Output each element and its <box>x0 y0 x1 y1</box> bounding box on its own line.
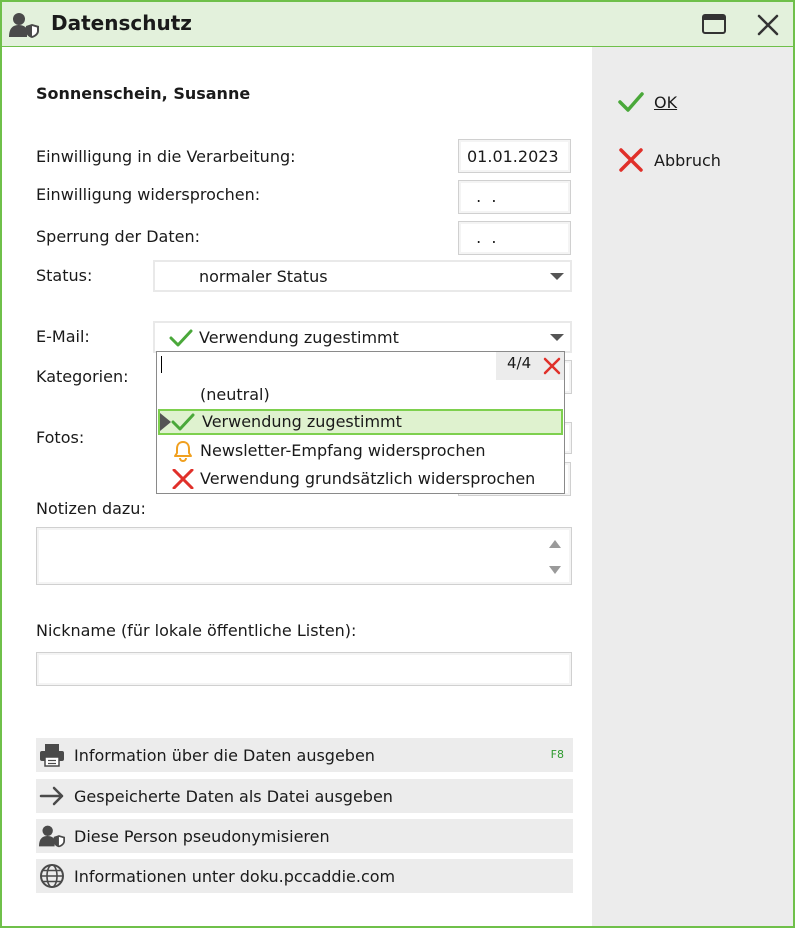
clear-x-icon[interactable] <box>543 357 561 375</box>
globe-icon <box>39 863 65 889</box>
dropdown-item-label: Newsletter-Empfang widersprochen <box>200 441 486 460</box>
block-date-field[interactable] <box>458 221 571 255</box>
notes-textarea[interactable] <box>36 527 572 585</box>
consent-label: Einwilligung in die Verarbeitung: <box>36 147 296 166</box>
status-select[interactable] <box>153 260 572 292</box>
printer-icon <box>39 742 65 768</box>
action-label: Gespeicherte Daten als Datei ausgeben <box>74 786 393 806</box>
dropdown-counter-box <box>496 352 564 380</box>
photos-label: Fotos: <box>36 428 85 447</box>
arrow-right-icon <box>39 783 65 809</box>
status-label: Status: <box>36 266 93 285</box>
dropdown-counter: 4/4 <box>507 354 532 372</box>
title-bar <box>2 2 793 47</box>
ok-button[interactable] <box>618 87 768 117</box>
check-icon <box>618 91 644 113</box>
window-title: Datenschutz <box>51 11 192 35</box>
ok-label: OK <box>654 92 678 112</box>
scroll-down-icon[interactable] <box>549 566 561 574</box>
dropdown-item-newsletter-objected[interactable] <box>157 438 564 464</box>
status-value: normaler Status <box>199 267 328 286</box>
action-pseudonymize[interactable] <box>36 819 573 853</box>
block-label: Sperrung der Daten: <box>36 227 200 246</box>
dropdown-item-neutral[interactable] <box>157 382 564 408</box>
consent-date-field[interactable] <box>458 139 571 173</box>
action-label: Informationen unter doku.pccaddie.com <box>74 866 396 886</box>
email-value: Verwendung zugestimmt <box>199 328 399 347</box>
dropdown-item-label: (neutral) <box>200 385 270 404</box>
close-icon[interactable] <box>756 13 780 37</box>
categories-label: Kategorien: <box>36 367 129 386</box>
action-docs-link[interactable] <box>36 859 573 893</box>
action-export-file[interactable] <box>36 779 573 813</box>
objection-label: Einwilligung widersprochen: <box>36 185 261 204</box>
action-info-output[interactable] <box>36 738 573 772</box>
scroll-up-icon[interactable] <box>549 540 561 548</box>
check-icon <box>171 412 195 432</box>
dropdown-item-label: Verwendung grundsätzlich widersprochen <box>200 469 536 488</box>
nickname-label: Nickname (für lokale öffentliche Listen): <box>36 621 357 640</box>
email-select[interactable] <box>153 321 572 353</box>
chevron-down-icon[interactable] <box>550 273 564 280</box>
email-label: E-Mail: <box>36 327 90 346</box>
person-name: Sonnenschein, Susanne <box>36 84 251 103</box>
objection-date-value: . . <box>471 187 497 206</box>
cancel-button[interactable] <box>618 145 768 175</box>
person-shield-icon <box>9 12 39 38</box>
nickname-input[interactable] <box>36 652 572 686</box>
email-dropdown-list <box>156 351 565 494</box>
x-icon <box>172 469 194 489</box>
dropdown-item-label: Verwendung zugestimmt <box>202 412 402 431</box>
action-label: Diese Person pseudonymisieren <box>74 826 330 846</box>
shortcut-label: F8 <box>550 748 564 761</box>
maximize-icon[interactable] <box>702 14 726 34</box>
objection-date-field[interactable] <box>458 180 571 214</box>
notes-label: Notizen dazu: <box>36 499 146 518</box>
chevron-down-icon[interactable] <box>550 334 564 341</box>
selection-marker-icon <box>160 413 171 431</box>
text-cursor <box>161 356 162 373</box>
check-icon <box>169 328 193 348</box>
button-pane <box>592 47 793 926</box>
person-shield-icon <box>39 823 65 849</box>
cancel-label: Abbruch <box>654 150 721 170</box>
x-icon <box>618 148 644 172</box>
bell-icon <box>172 440 194 462</box>
dropdown-search-input[interactable] <box>157 352 495 380</box>
block-date-value: . . <box>471 228 497 247</box>
dropdown-item-consented[interactable] <box>158 409 563 435</box>
action-label: Information über die Daten ausgeben <box>74 745 375 765</box>
dropdown-item-fully-objected[interactable] <box>157 466 564 492</box>
consent-date-value: 01.01.2023 <box>467 147 559 166</box>
